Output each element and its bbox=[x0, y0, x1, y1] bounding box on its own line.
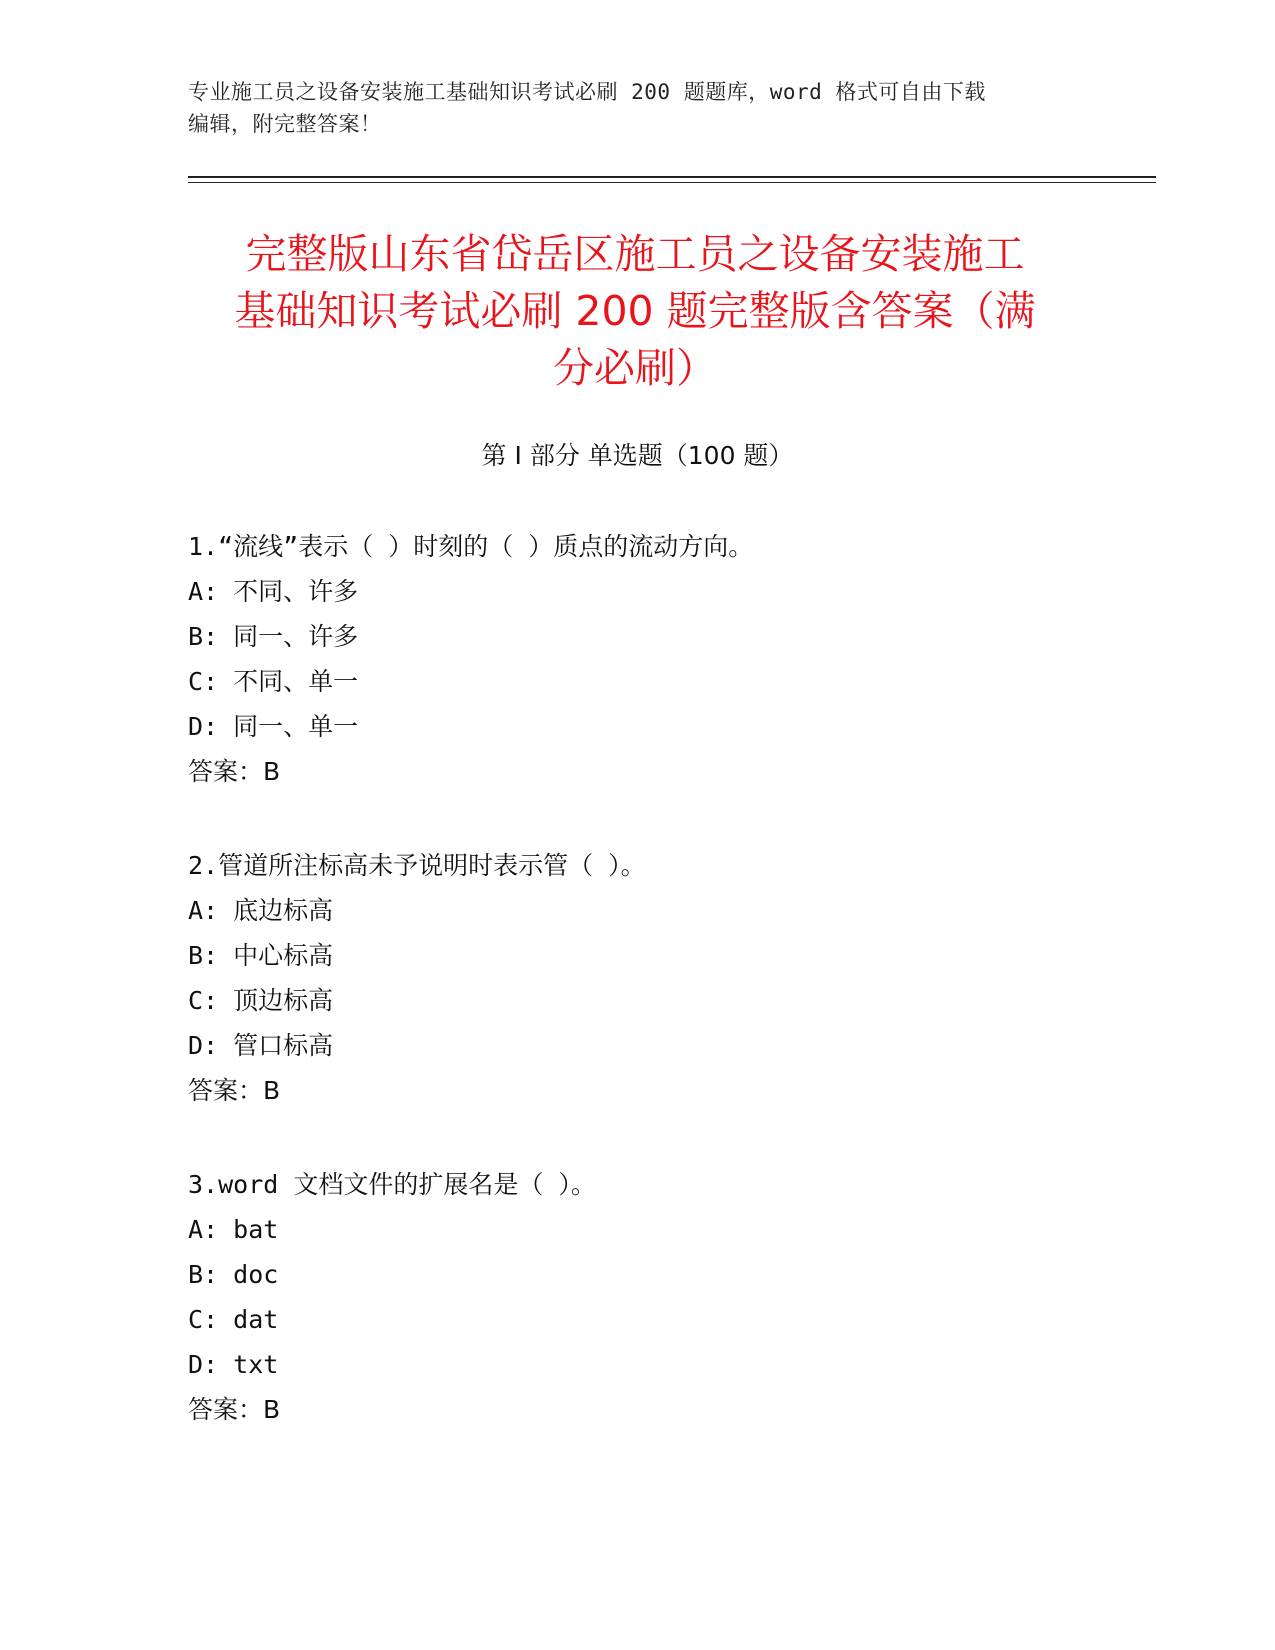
header-note-line-2: 编辑，附完整答案！ bbox=[188, 112, 382, 136]
answer: 答案：B bbox=[188, 1076, 281, 1105]
option-b: B: doc bbox=[188, 1260, 279, 1289]
title-line-2: 基础知识考试必刷 200 题完整版含答案（满 bbox=[234, 287, 1036, 335]
option-c: C: 顶边标高 bbox=[188, 986, 334, 1015]
header-divider-thick bbox=[188, 176, 1156, 178]
option-b: B: 中心标高 bbox=[188, 941, 334, 970]
option-d: D: 同一、单一 bbox=[188, 712, 359, 741]
option-a: A: 底边标高 bbox=[188, 896, 334, 925]
title-line-1: 完整版山东省岱岳区施工员之设备安装施工 bbox=[245, 230, 1025, 278]
question-stem: 1.“流线”表示（ ）时刻的（ ）质点的流动方向。 bbox=[188, 532, 754, 561]
option-b: B: 同一、许多 bbox=[188, 622, 359, 651]
answer: 答案：B bbox=[188, 1395, 281, 1424]
option-c: C: 不同、单一 bbox=[188, 667, 359, 696]
question-2 bbox=[188, 843, 1088, 1113]
section-heading: 第 I 部分 单选题（100 题） bbox=[481, 441, 794, 470]
title-line-3: 分必刷） bbox=[553, 344, 717, 392]
option-a: A: 不同、许多 bbox=[188, 577, 359, 606]
question-stem: 2.管道所注标高未予说明时表示管（ ）。 bbox=[188, 851, 646, 880]
header-note-line-1: 专业施工员之设备安装施工基础知识考试必刷 200 题题库，word 格式可自由下载 bbox=[188, 80, 986, 104]
document-title bbox=[190, 226, 1080, 397]
option-c: C: dat bbox=[188, 1305, 279, 1334]
answer: 答案：B bbox=[188, 757, 281, 786]
option-d: D: txt bbox=[188, 1350, 279, 1379]
option-a: A: bat bbox=[188, 1215, 279, 1244]
question-1 bbox=[188, 524, 1088, 794]
option-d: D: 管口标高 bbox=[188, 1031, 334, 1060]
question-stem: 3.word 文档文件的扩展名是（ ）。 bbox=[188, 1170, 596, 1199]
question-3 bbox=[188, 1162, 1088, 1432]
header-divider-thin bbox=[188, 182, 1156, 183]
header-note bbox=[188, 76, 1088, 140]
